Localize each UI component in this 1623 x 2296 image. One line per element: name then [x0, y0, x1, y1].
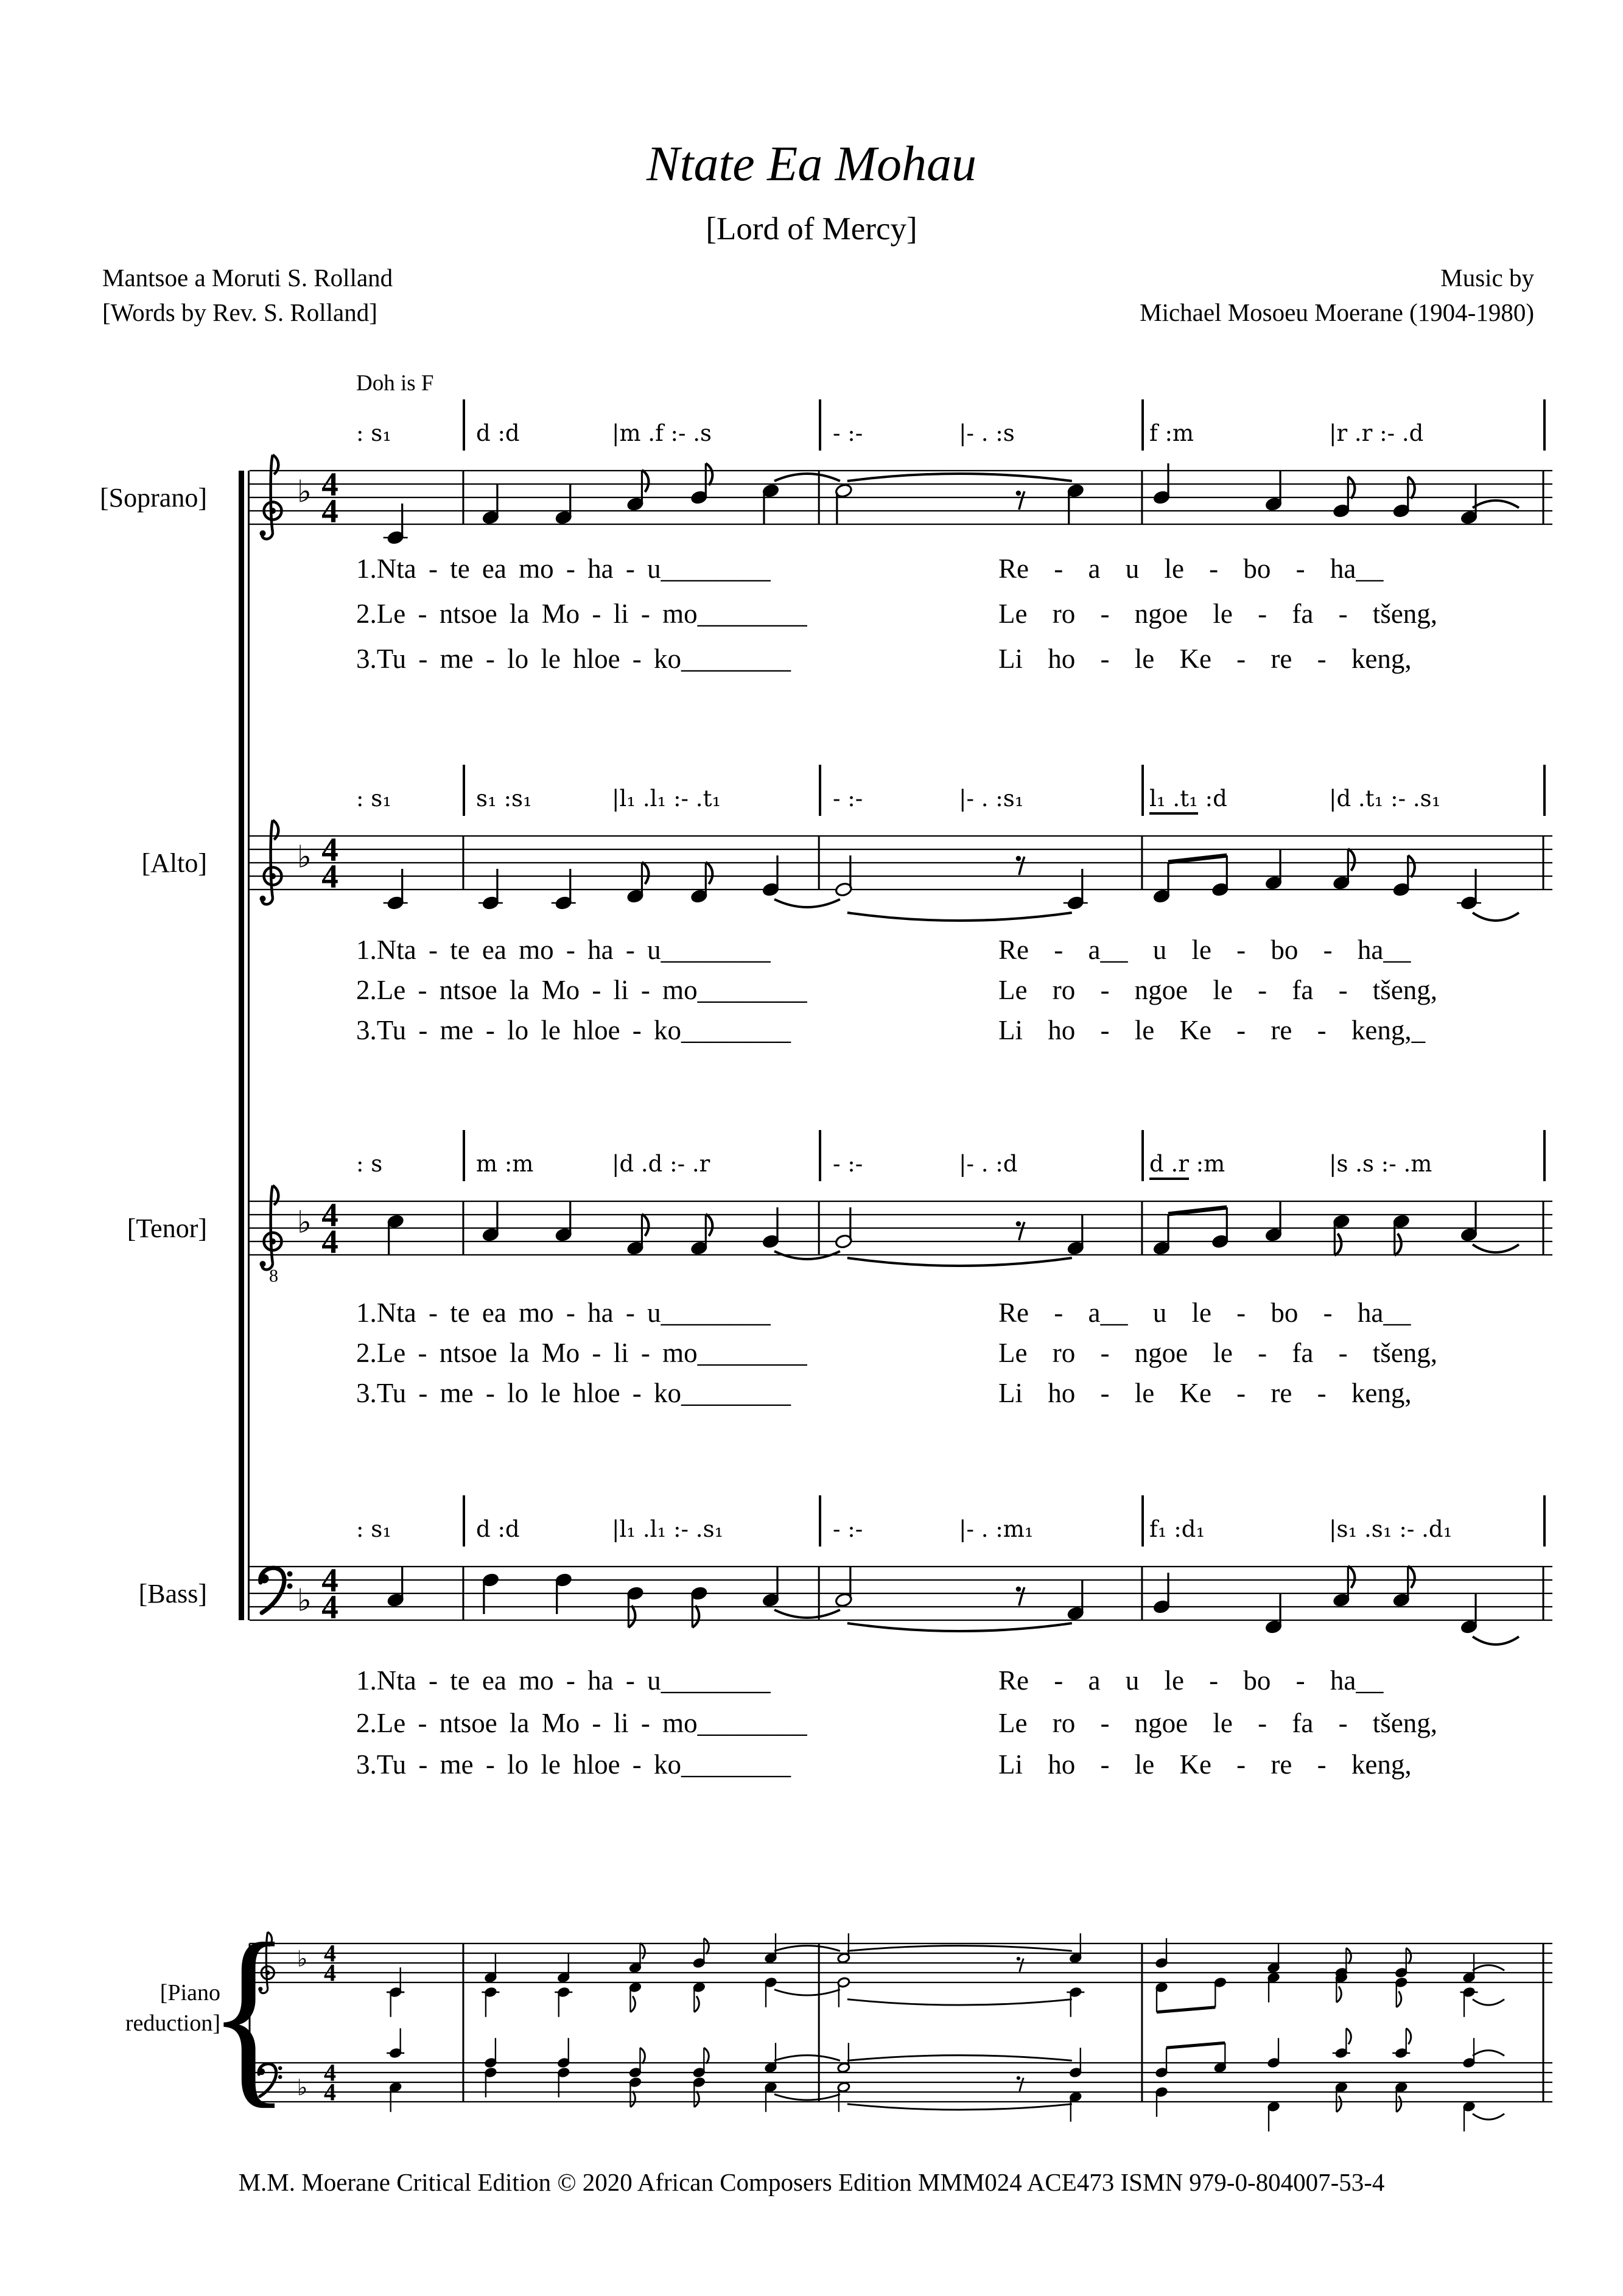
- solfa-cell: - :-: [833, 420, 863, 446]
- eighth-flag: [640, 2048, 645, 2063]
- eighth-flag: [1348, 849, 1355, 871]
- rest-dot: [1016, 1221, 1021, 1226]
- eighth-flag: [1346, 1948, 1351, 1964]
- credit-words-line1: Mantsoe a Moruti S. Rolland: [102, 264, 393, 292]
- eighth-rest: [1016, 856, 1025, 875]
- beam: [1168, 855, 1227, 862]
- lyrics-bass-v1-left: 1.Nta - te ea mo - ha - u________: [356, 1665, 771, 1696]
- rest-dot: [1017, 1957, 1020, 1961]
- solfa-cell: - :-: [833, 785, 863, 812]
- lyrics-soprano-v1-right: Re - a u le - bo - ha__: [998, 553, 1384, 584]
- solfa-cell: f₁ :d₁: [1149, 1516, 1205, 1542]
- solfa-cell: |- . :m₁: [959, 1516, 1034, 1542]
- piano-label-line2: reduction]: [125, 2010, 220, 2036]
- clef-dot: [287, 1584, 293, 1589]
- eighth-flag: [1395, 1234, 1401, 1255]
- eighth-flag: [1406, 1948, 1411, 1964]
- solfa-cell: |d .d :- .r: [612, 1151, 710, 1177]
- solfa-cell: f :m: [1149, 420, 1194, 446]
- lyrics-tenor-v3-left: 3.Tu - me - lo le hloe - ko________: [356, 1378, 791, 1408]
- clef-eye: [270, 873, 276, 879]
- solfa-cell: |l₁ .l₁ :- .s₁: [612, 1516, 724, 1542]
- time-signature: 4: [321, 492, 338, 530]
- lyrics-soprano-v2-left: 2.Le - ntsoe la Mo - li - mo________: [356, 599, 807, 629]
- clef-dot: [260, 896, 266, 902]
- time-signature: 4: [321, 1223, 338, 1260]
- lyrics-bass-v2-left: 2.Le - ntsoe la Mo - li - mo________: [356, 1708, 807, 1738]
- treble-clef-icon: [260, 1185, 282, 1286]
- flat-sign: ♭: [297, 838, 312, 875]
- clef-eye: [270, 508, 276, 514]
- eighth-flag: [694, 2091, 699, 2107]
- rest-stroke: [1020, 2078, 1024, 2091]
- eighth-flag: [1406, 2028, 1411, 2044]
- slur: [774, 1946, 840, 1951]
- slur: [847, 913, 1072, 921]
- lyrics-alto-v3-left: 3.Tu - me - lo le hloe - ko________: [356, 1015, 791, 1045]
- time-signature: 4: [324, 2059, 336, 2087]
- lyrics-soprano-v2-right: Le ro - ngoe le - fa - tšeng,: [998, 599, 1438, 629]
- eighth-flag: [1408, 477, 1415, 499]
- lyrics-tenor-v1-right: Re - a__ u le - bo - ha__: [998, 1297, 1411, 1328]
- voice-label-tenor: [Tenor]: [127, 1213, 207, 1243]
- flat-sign: ♭: [297, 1945, 308, 1972]
- eighth-rest: [1017, 1957, 1023, 1972]
- lyrics-alto-v1-right: Re - a__ u le - bo - ha__: [998, 935, 1411, 965]
- slur: [847, 1258, 1072, 1266]
- credit-music-line2: Michael Mosoeu Moerane (1904-1980): [1140, 298, 1534, 326]
- eighth-flag: [1408, 855, 1415, 877]
- beam: [1157, 2007, 1215, 2012]
- slur: [1473, 913, 1519, 921]
- clef-dot: [287, 1571, 293, 1577]
- clef-eye: [270, 1238, 276, 1245]
- solfa-slur-group: l₁ .t₁: [1149, 785, 1198, 815]
- slur: [1473, 1965, 1504, 1971]
- solfa-cell: d :d: [476, 420, 520, 446]
- eighth-flag: [1408, 1566, 1415, 1588]
- eighth-flag: [642, 862, 648, 884]
- slur: [774, 2094, 840, 2100]
- eighth-flag: [1346, 2028, 1351, 2044]
- clef-hook: [273, 820, 278, 840]
- time-signature: 4: [321, 1196, 338, 1234]
- lyrics-bass-v3-left: 3.Tu - me - lo le hloe - ko________: [356, 1749, 791, 1780]
- voice-label-bass: [Bass]: [138, 1579, 207, 1609]
- time-signature: 4: [324, 1959, 336, 1987]
- time-signature: 4: [321, 1561, 338, 1599]
- solfa-cell: - :-: [833, 1151, 863, 1177]
- eighth-flag: [630, 1996, 635, 2012]
- beam: [1168, 1207, 1227, 1214]
- rest-dot: [1016, 1587, 1021, 1592]
- slur: [774, 1990, 840, 1995]
- solfa-cell: d :d: [476, 1516, 520, 1542]
- eighth-flag: [706, 463, 712, 485]
- voice-label-soprano: [Soprano]: [100, 483, 207, 513]
- time-signature: 4: [321, 465, 338, 503]
- slur: [1473, 500, 1519, 508]
- lyrics-alto-v3-right: Li ho - le Ke - re - keng,_: [998, 1015, 1426, 1045]
- clef-dot: [260, 530, 266, 536]
- lyrics-alto-v2-right: Le ro - ngoe le - fa - tšeng,: [998, 975, 1438, 1005]
- key-annotation: Doh is F: [356, 371, 434, 396]
- slur: [847, 1999, 1072, 2005]
- piano-brace: {: [208, 1903, 290, 2125]
- slur: [847, 474, 1072, 481]
- solfa-cell: |s₁ .s₁ :- .d₁: [1329, 1516, 1453, 1542]
- lyrics-tenor-v1-left: 1.Nta - te ea mo - ha - u________: [356, 1297, 771, 1328]
- flat-sign: ♭: [297, 473, 312, 510]
- lyrics-alto-v1-left: 1.Nta - te ea mo - ha - u________: [356, 935, 771, 965]
- lyrics-tenor-v2-left: 2.Le - ntsoe la Mo - li - mo________: [356, 1338, 807, 1368]
- lyrics-soprano-v3-left: 3.Tu - me - lo le hloe - ko________: [356, 644, 791, 674]
- clef-dot: [260, 1261, 266, 1267]
- slur: [847, 2104, 1072, 2110]
- solfa-cell: : s: [356, 1151, 383, 1177]
- solfa-cell: : s₁: [356, 420, 392, 446]
- solfa-cell: |l₁ .l₁ :- .t₁: [612, 785, 721, 812]
- flat-sign: ♭: [297, 2074, 308, 2101]
- solfa-cell: m :m: [476, 1151, 534, 1177]
- time-signature: 4: [321, 1588, 338, 1626]
- eighth-flag: [692, 1606, 699, 1627]
- eighth-flag: [704, 1938, 709, 1954]
- slur: [774, 899, 840, 907]
- lyrics-bass-v2-right: Le ro - ngoe le - fa - tšeng,: [998, 1708, 1438, 1738]
- system-bracket-thick: [239, 471, 244, 1620]
- lyrics-alto-v2-left: 2.Le - ntsoe la Mo - li - mo________: [356, 975, 807, 1005]
- eighth-flag: [1348, 1566, 1355, 1588]
- eighth-flag: [1336, 1987, 1341, 2003]
- clef-hook: [273, 455, 278, 474]
- solfa-cell: |- . :s: [959, 420, 1015, 446]
- eighth-flag: [630, 2091, 635, 2107]
- slur: [1473, 2051, 1504, 2056]
- clef-octave-8: 8: [269, 1266, 278, 1286]
- slur: [847, 1946, 1072, 1951]
- lyrics-bass-v3-right: Li ho - le Ke - re - keng,: [998, 1749, 1412, 1780]
- flat-sign: ♭: [297, 1582, 312, 1618]
- solfa-cell: l₁ .t₁ :d: [1149, 785, 1227, 812]
- rest-dot: [1016, 491, 1021, 496]
- rest-dot: [1016, 856, 1021, 861]
- solfa-cell: : s₁: [356, 785, 392, 812]
- voice-label-piano: [13, 1978, 220, 2038]
- eighth-flag: [628, 1606, 635, 1627]
- lyrics-soprano-v1-left: 1.Nta - te ea mo - ha - u________: [356, 553, 771, 584]
- solfa-cell: s₁ :s₁: [476, 785, 532, 812]
- solfa-cell: |- . :d: [959, 1151, 1018, 1177]
- slur: [774, 474, 840, 481]
- page-title: Ntate Ea Mohau: [646, 136, 977, 191]
- time-signature: 4: [321, 830, 338, 868]
- eighth-flag: [706, 1214, 712, 1236]
- lyrics-soprano-v3-right: Li ho - le Ke - re - keng,: [998, 644, 1412, 674]
- lyrics-tenor-v3-right: Li ho - le Ke - re - keng,: [998, 1378, 1412, 1408]
- slur: [847, 2056, 1072, 2061]
- time-signature: 4: [324, 1939, 336, 1967]
- eighth-flag: [1397, 2096, 1401, 2112]
- flat-sign: ♭: [297, 1204, 312, 1240]
- eighth-flag: [1348, 477, 1355, 499]
- time-signature: 4: [324, 2078, 336, 2106]
- solfa-cell: - :-: [833, 1516, 863, 1542]
- eighth-flag: [694, 1996, 699, 2012]
- solfa-cell: : s₁: [356, 1516, 392, 1542]
- eighth-flag: [1334, 1234, 1341, 1255]
- slur: [847, 1623, 1072, 1631]
- eighth-rest: [1017, 2076, 1023, 2091]
- voice-label-alto: [Alto]: [141, 848, 207, 878]
- slur: [774, 1610, 840, 1618]
- solfa-cell: |s .s :- .m: [1329, 1151, 1432, 1177]
- clef-hook: [273, 1185, 278, 1205]
- eighth-flag: [1397, 1992, 1401, 2007]
- solfa-slur-group: d .r: [1149, 1151, 1189, 1180]
- credit-music-line1: Music by: [1440, 264, 1534, 292]
- credit-words-line2: [Words by Rev. S. Rolland]: [102, 298, 377, 326]
- system-bracket-thin: [248, 471, 250, 1620]
- time-signature: 4: [321, 857, 338, 895]
- solfa-cell: |d .t₁ :- .s₁: [1329, 785, 1441, 812]
- edition-footer: M.M. Moerane Critical Edition © 2020 African Composers Edition MMM024 ACE473 ISMN 979-0-804007-53-4: [238, 2168, 1385, 2196]
- eighth-flag: [704, 2048, 709, 2063]
- solfa-cell: |r .r :- .d: [1329, 420, 1424, 446]
- lyrics-tenor-v2-right: Le ro - ngoe le - fa - tšeng,: [998, 1338, 1438, 1368]
- beam: [1166, 2043, 1225, 2048]
- clef-stem: [271, 820, 273, 898]
- rest-dot: [1017, 2076, 1020, 2080]
- eighth-flag: [642, 1214, 648, 1236]
- page-subtitle: [Lord of Mercy]: [706, 211, 917, 247]
- eighth-flag: [1336, 2096, 1341, 2112]
- solfa-cell: |- . :s₁: [959, 785, 1024, 812]
- slur: [1473, 2114, 1504, 2119]
- slur: [1473, 1245, 1519, 1252]
- eighth-rest: [1016, 1221, 1025, 1240]
- credit-words: [102, 261, 393, 330]
- eighth-flag: [640, 1943, 645, 1959]
- eighth-rest: [1016, 491, 1025, 510]
- credit-music: [1140, 261, 1534, 330]
- slur: [774, 2056, 840, 2061]
- eighth-flag: [706, 862, 712, 884]
- piano-label-line1: [Piano: [159, 1980, 220, 2006]
- solfa-cell: |m .f :- .s: [612, 420, 712, 446]
- rest-stroke: [1020, 1959, 1024, 1972]
- staff-piano: [244, 1900, 1623, 2180]
- clef-stem: [271, 1185, 273, 1263]
- slur: [1473, 1999, 1504, 2005]
- solfa-cell: d .r :m: [1149, 1151, 1225, 1177]
- eighth-rest: [1016, 1587, 1025, 1606]
- lyrics-bass-v1-right: Re - a u le - bo - ha__: [998, 1665, 1384, 1696]
- slur: [1473, 1637, 1519, 1645]
- eighth-flag: [642, 470, 648, 492]
- clef-stem: [271, 455, 273, 533]
